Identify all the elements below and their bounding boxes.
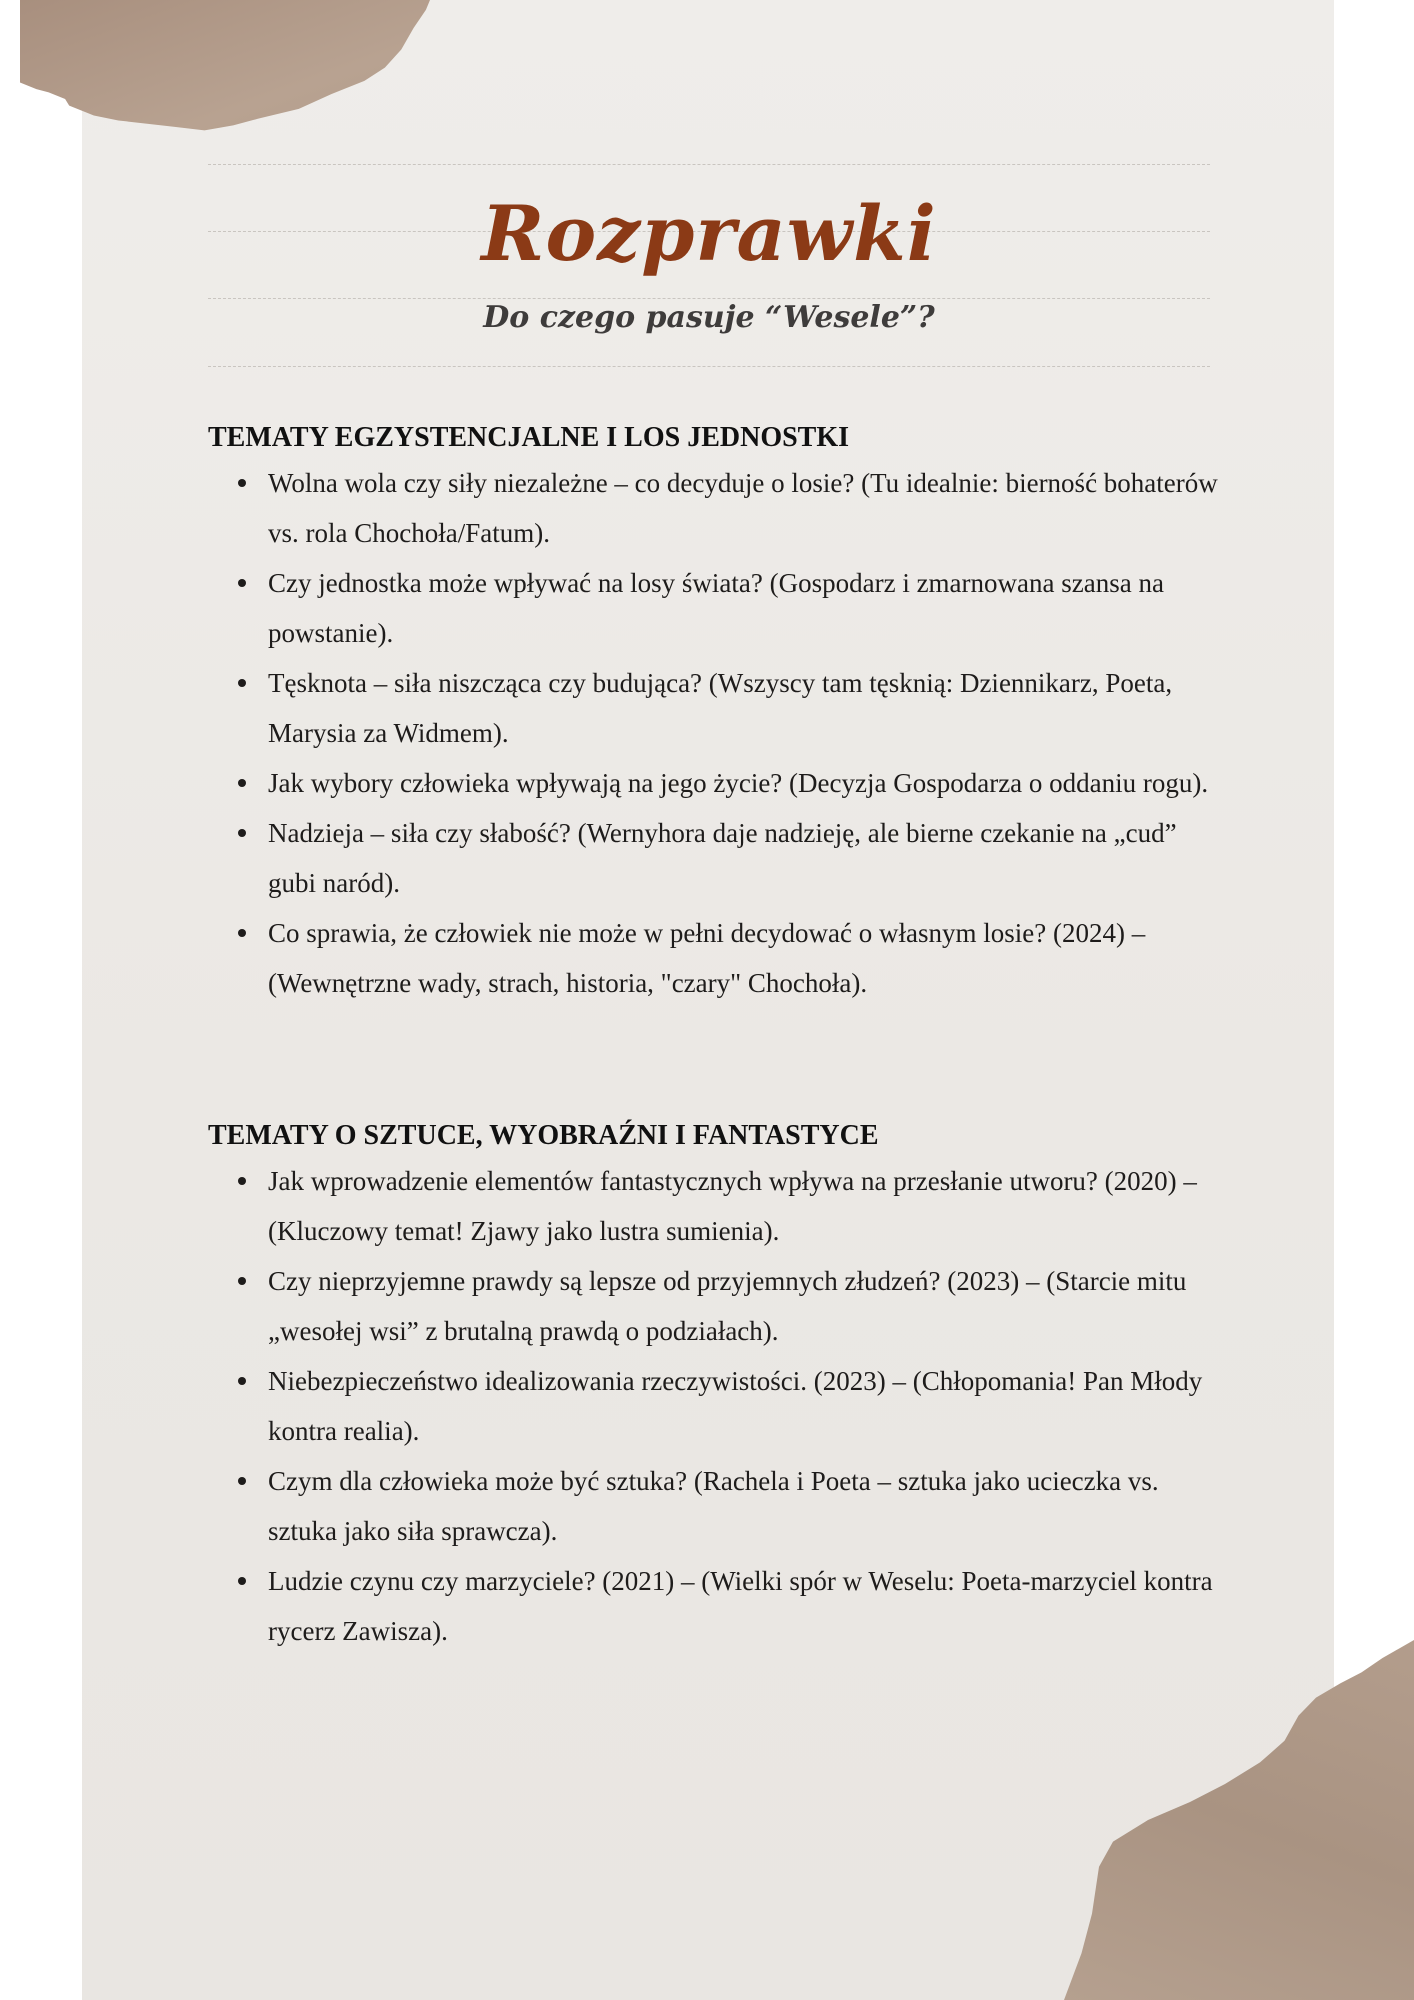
topic-list bbox=[208, 1156, 1218, 1656]
list-item bbox=[208, 758, 1218, 808]
list-item-text: Co sprawia, że człowiek nie może w pełni decydować o własnym losie? (2024) – (Wewnętrzne wady, strach, historia, "czary" Chochoła). bbox=[268, 918, 1146, 998]
section-existential-topics bbox=[208, 418, 1218, 1008]
section-art-fantasy-topics bbox=[208, 1116, 1218, 1656]
list-item-text: Wolna wola czy siły niezależne – co decyduje o losie? (Tu idealnie: bierność bohaterów vs. rola Chochoła/Fatum). bbox=[268, 468, 1218, 548]
list-item bbox=[208, 1256, 1218, 1356]
bullet-icon bbox=[238, 779, 246, 787]
list-item-text: Czy jednostka może wpływać na losy świata? (Gospodarz i zmarnowana szansa na powstanie). bbox=[268, 568, 1164, 648]
bullet-icon bbox=[238, 1477, 246, 1485]
page-subtitle: Do czego pasuje “Wesele”? bbox=[483, 300, 935, 335]
bullet-icon bbox=[238, 1277, 246, 1285]
list-item-text: Czym dla człowieka może być sztuka? (Rachela i Poeta – sztuka jako ucieczka vs. sztuka jako siła sprawcza). bbox=[268, 1466, 1159, 1546]
list-item bbox=[208, 808, 1218, 908]
list-item bbox=[208, 1456, 1218, 1556]
list-item bbox=[208, 1156, 1218, 1256]
topic-list bbox=[208, 458, 1218, 1008]
section-heading: TEMATY EGZYSTENCJALNE I LOS JEDNOSTKI bbox=[208, 422, 850, 453]
page-title: Rozprawki bbox=[481, 189, 937, 278]
list-item bbox=[208, 458, 1218, 558]
list-item bbox=[208, 558, 1218, 658]
list-item bbox=[208, 658, 1218, 758]
bullet-icon bbox=[238, 679, 246, 687]
bullet-icon bbox=[238, 1177, 246, 1185]
list-item-text: Czy nieprzyjemne prawdy są lepsze od przyjemnych złudzeń? (2023) – (Starcie mitu „wesołej wsi” z brutalną prawdą o podziałach). bbox=[268, 1266, 1187, 1346]
bullet-icon bbox=[238, 1577, 246, 1585]
list-item bbox=[208, 1356, 1218, 1456]
list-item-text: Jak wprowadzenie elementów fantastycznych wpływa na przesłanie utworu? (2020) – (Kluczowy temat! Zjawy jako lustra sumienia). bbox=[268, 1166, 1197, 1246]
list-item bbox=[208, 908, 1218, 1008]
list-item-text: Tęsknota – siła niszcząca czy budująca? (Wszyscy tam tęsknią: Dziennikarz, Poeta, Marysia za Widmem). bbox=[268, 668, 1173, 748]
list-item-text: Jak wybory człowieka wpływają na jego życie? (Decyzja Gospodarza o oddaniu rogu). bbox=[268, 768, 1209, 798]
list-item-text: Nadzieja – siła czy słabość? (Wernyhora daje nadzieję, ale bierne czekanie na „cud” gubi naród). bbox=[268, 818, 1177, 898]
bullet-icon bbox=[238, 929, 246, 937]
dashed-rule bbox=[208, 164, 1210, 165]
bullet-icon bbox=[238, 829, 246, 837]
bullet-icon bbox=[238, 1377, 246, 1385]
list-item-text: Niebezpieczeństwo idealizowania rzeczywistości. (2023) – (Chłopomania! Pan Młody kontra realia). bbox=[268, 1366, 1203, 1446]
bullet-icon bbox=[238, 579, 246, 587]
dashed-rule bbox=[208, 298, 1210, 299]
bullet-icon bbox=[238, 479, 246, 487]
list-item bbox=[208, 1556, 1218, 1656]
list-item-text: Ludzie czynu czy marzyciele? (2021) – (Wielki spór w Weselu: Poeta-marzyciel kontra rycerz Zawisza). bbox=[268, 1566, 1213, 1646]
dashed-rule bbox=[208, 366, 1210, 367]
section-heading: TEMATY O SZTUCE, WYOBRAŹNI I FANTASTYCE bbox=[208, 1120, 879, 1151]
